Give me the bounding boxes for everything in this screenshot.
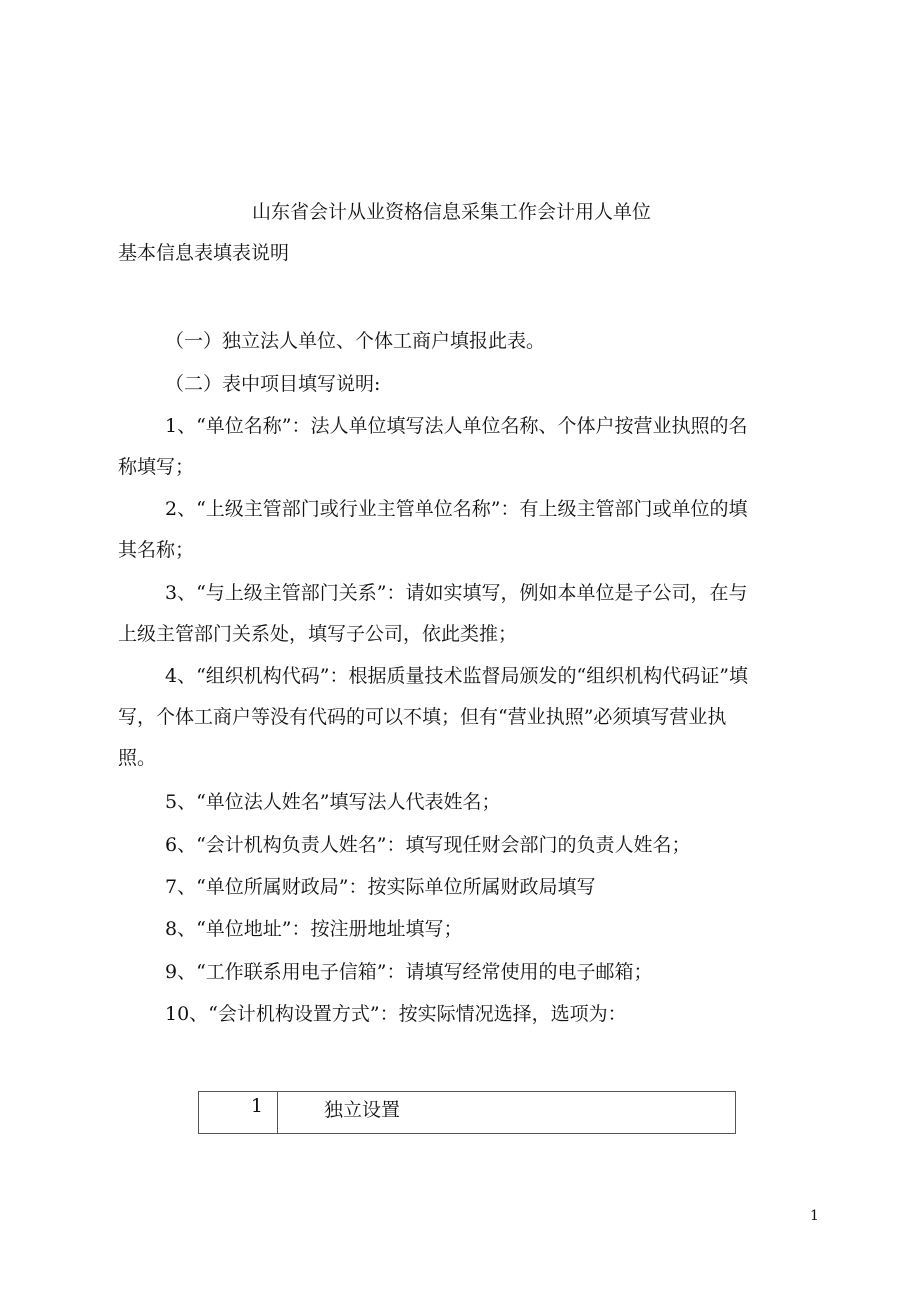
item-9: 9、“工作联系用电子信箱”：请填写经常使用的电子邮箱； [165,961,653,983]
item-4-line3: 照。 [118,747,157,769]
item-5: 5、“单位法人姓名”填写法人代表姓名； [165,791,501,813]
section-1: （一）独立法人单位、个体工商户填报此表。 [165,330,546,352]
document-title-line1: 山东省会计从业资格信息采集工作会计用人单位 [252,201,652,223]
item-1-line1: 1、“单位名称”：法人单位填写法人单位名称、个体户按营业执照的名 [165,415,748,437]
page-number: 1 [810,1208,819,1224]
item-10: 10、“会计机构设置方式”：按实际情况选择，选项为： [165,1003,627,1025]
section-2: （二）表中项目填写说明: [165,373,381,395]
item-2-line2: 其名称； [118,539,195,561]
item-1-line2: 称填写； [118,456,195,478]
document-title-line2: 基本信息表填表说明 [118,242,290,264]
item-7: 7、“单位所属财政局”：按实际单位所属财政局填写 [165,876,596,898]
item-4-line1: 4、“组织机构代码”：根据质量技术监督局颁发的“组织机构代码证”填 [165,665,748,687]
option-number: 1 [199,1092,278,1134]
item-8: 8、“单位地址”：按注册地址填写； [165,918,463,940]
table-row [199,1092,736,1134]
option-label: 独立设置 [278,1092,736,1134]
item-2-line1: 2、“上级主管部门或行业主管单位名称”：有上级主管部门或单位的填 [165,498,748,520]
item-3-line1: 3、“与上级主管部门关系”：请如实填写，例如本单位是子公司，在与 [165,582,748,604]
item-3-line2: 上级主管部门关系处，填写子公司，依此类推； [118,623,518,645]
options-table [198,1091,736,1134]
item-6: 6、“会计机构负责人姓名”：填写现任财会部门的负责人姓名； [165,834,691,856]
item-4-line2: 写，个体工商户等没有代码的可以不填；但有“营业执照”必须填写营业执 [118,706,727,728]
